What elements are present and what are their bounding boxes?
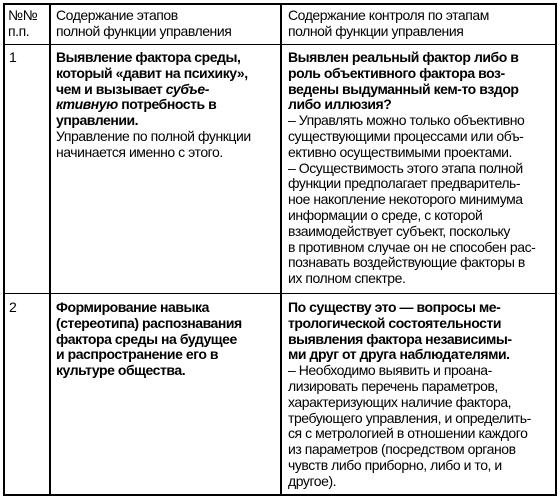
row1-control-content: Выявлен реальный фактор либо в роль объективного фактора воз- ведены выдуманный кем-то вздор либо иллюзия? – Управлять можно только объективно существующими процессами или объ- ективно осуществимыми проектами. – Осуществимость этого этапа полной функции предполагает предваритель- ное накопление некоторого минимума информации о среде, с которой взаимодействует субъект, поскольку в противном случае он не способен рас- познавать воздействующие факторы в их полном спектре. — [288, 49, 536, 287]
header-control-content: Содержание контроля по этапам полной функции управления — [288, 7, 489, 39]
row1-number: 1 — [9, 49, 17, 65]
column-divider-1 — [49, 3, 51, 496]
table-right-border — [555, 3, 557, 496]
row2-number: 2 — [9, 299, 17, 315]
emphasis-subjective: субъе- — [165, 80, 209, 97]
header-stage-content: Содержание этапов полной функции управления — [56, 7, 232, 39]
row1-stage-content: Выявление фактора среды, который «давит на психику», чем и вызывает субъе- ктивную потребность в управлении. Управление по полной функции начинается именно с этого. — [56, 49, 251, 160]
table-left-border — [3, 3, 5, 496]
column-divider-2 — [280, 3, 282, 496]
row2-stage-content: Формирование навыка (стереотипа) распознавания фактора среды на будущее и распространение его в культуре общества. — [56, 299, 242, 379]
header-number: №№ п.п. — [8, 7, 38, 39]
row2-control-content: По существу это — вопросы ме- трологической состоятельности выявления фактора независимы- ми друг от друга наблюдателями. – Необходимо выявить и проана- лизировать перечень параметров, характеризующих наличие фактора, требующего управления, и определить- ся с метрологией в отношении каждого из параметров (посредством органов чувств либо приборно, либо и то, и другое). — [288, 299, 531, 489]
